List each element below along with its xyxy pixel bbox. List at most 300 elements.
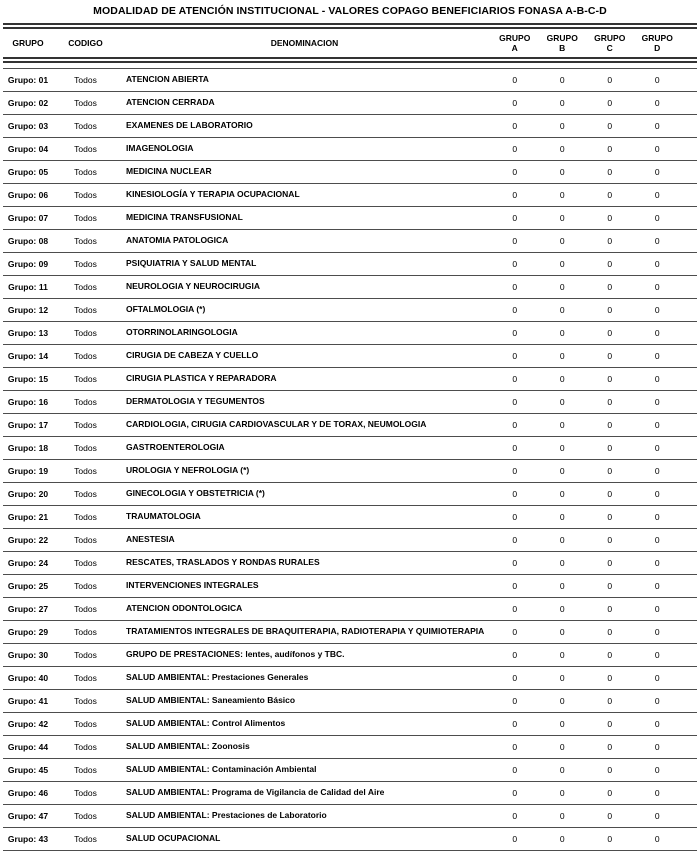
row-grupo-c-cell: 0 (586, 115, 634, 138)
row-grupo-a-cell: 0 (491, 391, 539, 414)
row-grupo-cell: Grupo: 18 (3, 437, 53, 460)
row-grupo-b-cell: 0 (539, 437, 587, 460)
row-grupo-c-cell: 0 (586, 552, 634, 575)
row-grupo-cell: Grupo: 09 (3, 253, 53, 276)
row-grupo-a-cell: 0 (491, 621, 539, 644)
table-row (3, 391, 697, 414)
row-denominacion-cell: SALUD OCUPACIONAL (118, 828, 491, 851)
row-spacer-cell (681, 483, 697, 506)
row-grupo-cell: Grupo: 14 (3, 345, 53, 368)
row-grupo-cell: Grupo: 25 (3, 575, 53, 598)
row-spacer-cell (681, 736, 697, 759)
row-spacer-cell (681, 299, 697, 322)
table-row (3, 759, 697, 782)
row-grupo-d-cell: 0 (634, 391, 682, 414)
row-codigo-cell: Todos (53, 230, 118, 253)
row-grupo-d-cell: 0 (634, 483, 682, 506)
row-denominacion-cell: MEDICINA TRANSFUSIONAL (118, 207, 491, 230)
row-grupo-cell: Grupo: 20 (3, 483, 53, 506)
row-denominacion-cell: IMAGENOLOGIA (118, 138, 491, 161)
row-grupo-c-cell: 0 (586, 253, 634, 276)
row-grupo-c-cell: 0 (586, 529, 634, 552)
row-spacer-cell (681, 414, 697, 437)
row-codigo-cell: Todos (53, 345, 118, 368)
row-grupo-c-cell: 0 (586, 161, 634, 184)
row-codigo-cell: Todos (53, 69, 118, 92)
page-title: MODALIDAD DE ATENCIÓN INSTITUCIONAL - VALORES COPAGO BENEFICIARIOS FONASA A-B-C-D (93, 5, 607, 17)
row-denominacion-cell: EXAMENES DE LABORATORIO (118, 115, 491, 138)
row-grupo-a-cell: 0 (491, 644, 539, 667)
row-grupo-b-cell: 0 (539, 667, 587, 690)
col-header-grupo-a (491, 26, 539, 60)
table-row (3, 667, 697, 690)
row-grupo-d-cell: 0 (634, 368, 682, 391)
row-grupo-b-cell: 0 (539, 598, 587, 621)
row-grupo-a-cell: 0 (491, 414, 539, 437)
row-codigo-cell: Todos (53, 207, 118, 230)
row-grupo-a-cell: 0 (491, 759, 539, 782)
table-row (3, 529, 697, 552)
row-grupo-b-cell: 0 (539, 759, 587, 782)
col-header-grupo-c-line2: C (606, 43, 613, 53)
row-grupo-b-cell: 0 (539, 276, 587, 299)
row-spacer-cell (681, 276, 697, 299)
row-spacer-cell (681, 253, 697, 276)
row-spacer-cell (681, 667, 697, 690)
row-grupo-cell: Grupo: 08 (3, 230, 53, 253)
row-grupo-c-cell: 0 (586, 69, 634, 92)
row-denominacion-cell: SALUD AMBIENTAL: Prestaciones de Laboratorio (118, 805, 491, 828)
row-grupo-b-cell: 0 (539, 391, 587, 414)
col-header-codigo: CODIGO (53, 26, 118, 60)
header-spacer-cell (3, 60, 697, 69)
row-grupo-d-cell: 0 (634, 138, 682, 161)
row-grupo-a-cell: 0 (491, 184, 539, 207)
table-header (3, 26, 697, 60)
row-grupo-cell: Grupo: 41 (3, 690, 53, 713)
row-denominacion-cell: ATENCION CERRADA (118, 92, 491, 115)
row-grupo-d-cell: 0 (634, 345, 682, 368)
row-grupo-a-cell: 0 (491, 322, 539, 345)
row-grupo-b-cell: 0 (539, 782, 587, 805)
row-grupo-c-cell: 0 (586, 368, 634, 391)
row-grupo-b-cell: 0 (539, 552, 587, 575)
table-row (3, 483, 697, 506)
row-grupo-cell: Grupo: 24 (3, 552, 53, 575)
row-codigo-cell: Todos (53, 828, 118, 851)
copago-table (3, 23, 697, 851)
row-denominacion-cell: SALUD AMBIENTAL: Programa de Vigilancia de Calidad del Aire (118, 782, 491, 805)
row-grupo-a-cell: 0 (491, 299, 539, 322)
row-grupo-b-cell: 0 (539, 345, 587, 368)
row-grupo-c-cell: 0 (586, 437, 634, 460)
row-grupo-a-cell: 0 (491, 575, 539, 598)
row-grupo-cell: Grupo: 30 (3, 644, 53, 667)
row-codigo-cell: Todos (53, 138, 118, 161)
row-grupo-b-cell: 0 (539, 184, 587, 207)
row-spacer-cell (681, 115, 697, 138)
row-grupo-a-cell: 0 (491, 230, 539, 253)
row-grupo-c-cell: 0 (586, 575, 634, 598)
row-denominacion-cell: SALUD AMBIENTAL: Zoonosis (118, 736, 491, 759)
row-codigo-cell: Todos (53, 322, 118, 345)
row-grupo-a-cell: 0 (491, 506, 539, 529)
row-grupo-cell: Grupo: 17 (3, 414, 53, 437)
row-spacer-cell (681, 759, 697, 782)
row-spacer-cell (681, 690, 697, 713)
row-grupo-a-cell: 0 (491, 782, 539, 805)
row-grupo-a-cell: 0 (491, 805, 539, 828)
row-grupo-a-cell: 0 (491, 161, 539, 184)
row-grupo-d-cell: 0 (634, 92, 682, 115)
row-grupo-d-cell: 0 (634, 575, 682, 598)
row-grupo-c-cell: 0 (586, 828, 634, 851)
row-denominacion-cell: RESCATES, TRASLADOS Y RONDAS RURALES (118, 552, 491, 575)
row-grupo-d-cell: 0 (634, 322, 682, 345)
row-grupo-a-cell: 0 (491, 345, 539, 368)
row-spacer-cell (681, 184, 697, 207)
row-codigo-cell: Todos (53, 529, 118, 552)
row-denominacion-cell: MEDICINA NUCLEAR (118, 161, 491, 184)
row-denominacion-cell: SALUD AMBIENTAL: Saneamiento Básico (118, 690, 491, 713)
col-header-grupo-c (586, 26, 634, 60)
table-row (3, 69, 697, 92)
row-grupo-d-cell: 0 (634, 552, 682, 575)
row-codigo-cell: Todos (53, 598, 118, 621)
row-codigo-cell: Todos (53, 667, 118, 690)
row-grupo-b-cell: 0 (539, 529, 587, 552)
row-grupo-cell: Grupo: 43 (3, 828, 53, 851)
table-row (3, 184, 697, 207)
row-spacer-cell (681, 713, 697, 736)
row-grupo-d-cell: 0 (634, 207, 682, 230)
row-denominacion-cell: KINESIOLOGÍA Y TERAPIA OCUPACIONAL (118, 184, 491, 207)
row-grupo-d-cell: 0 (634, 184, 682, 207)
row-grupo-a-cell: 0 (491, 598, 539, 621)
row-spacer-cell (681, 575, 697, 598)
row-codigo-cell: Todos (53, 276, 118, 299)
row-grupo-d-cell: 0 (634, 529, 682, 552)
col-header-grupo-d-line1: GRUPO (641, 33, 673, 43)
col-header-grupo: GRUPO (3, 26, 53, 60)
row-grupo-a-cell: 0 (491, 368, 539, 391)
row-denominacion-cell: GASTROENTEROLOGIA (118, 437, 491, 460)
row-grupo-d-cell: 0 (634, 460, 682, 483)
row-grupo-cell: Grupo: 03 (3, 115, 53, 138)
row-spacer-cell (681, 529, 697, 552)
col-header-grupo-d (634, 26, 682, 60)
row-codigo-cell: Todos (53, 690, 118, 713)
row-grupo-cell: Grupo: 27 (3, 598, 53, 621)
col-header-grupo-b-line1: GRUPO (546, 33, 578, 43)
row-grupo-c-cell: 0 (586, 230, 634, 253)
row-grupo-d-cell: 0 (634, 805, 682, 828)
table-row (3, 460, 697, 483)
row-codigo-cell: Todos (53, 621, 118, 644)
row-spacer-cell (681, 782, 697, 805)
row-denominacion-cell: CIRUGIA PLASTICA Y REPARADORA (118, 368, 491, 391)
row-grupo-d-cell: 0 (634, 736, 682, 759)
row-grupo-d-cell: 0 (634, 161, 682, 184)
row-codigo-cell: Todos (53, 368, 118, 391)
row-grupo-d-cell: 0 (634, 690, 682, 713)
row-grupo-c-cell: 0 (586, 92, 634, 115)
row-grupo-cell: Grupo: 02 (3, 92, 53, 115)
row-grupo-c-cell: 0 (586, 184, 634, 207)
row-grupo-c-cell: 0 (586, 506, 634, 529)
row-grupo-cell: Grupo: 47 (3, 805, 53, 828)
row-codigo-cell: Todos (53, 92, 118, 115)
row-grupo-c-cell: 0 (586, 414, 634, 437)
row-spacer-cell (681, 437, 697, 460)
table-row (3, 805, 697, 828)
row-grupo-c-cell: 0 (586, 138, 634, 161)
col-header-grupo-a-line2: A (511, 43, 518, 53)
row-grupo-b-cell: 0 (539, 828, 587, 851)
row-spacer-cell (681, 644, 697, 667)
row-grupo-c-cell: 0 (586, 736, 634, 759)
row-grupo-b-cell: 0 (539, 736, 587, 759)
row-grupo-a-cell: 0 (491, 276, 539, 299)
row-grupo-cell: Grupo: 46 (3, 782, 53, 805)
table-row (3, 207, 697, 230)
row-codigo-cell: Todos (53, 483, 118, 506)
table-row (3, 138, 697, 161)
row-grupo-d-cell: 0 (634, 598, 682, 621)
row-grupo-a-cell: 0 (491, 115, 539, 138)
table-row (3, 621, 697, 644)
row-grupo-a-cell: 0 (491, 207, 539, 230)
row-grupo-c-cell: 0 (586, 805, 634, 828)
row-grupo-cell: Grupo: 16 (3, 391, 53, 414)
row-codigo-cell: Todos (53, 460, 118, 483)
row-codigo-cell: Todos (53, 736, 118, 759)
row-denominacion-cell: NEUROLOGIA Y NEUROCIRUGIA (118, 276, 491, 299)
row-grupo-a-cell: 0 (491, 92, 539, 115)
row-grupo-c-cell: 0 (586, 667, 634, 690)
row-grupo-d-cell: 0 (634, 759, 682, 782)
row-grupo-d-cell: 0 (634, 667, 682, 690)
row-grupo-a-cell: 0 (491, 667, 539, 690)
table-row (3, 368, 697, 391)
row-codigo-cell: Todos (53, 713, 118, 736)
row-denominacion-cell: SALUD AMBIENTAL: Contaminación Ambiental (118, 759, 491, 782)
row-codigo-cell: Todos (53, 253, 118, 276)
row-grupo-b-cell: 0 (539, 621, 587, 644)
row-grupo-a-cell: 0 (491, 736, 539, 759)
row-grupo-a-cell: 0 (491, 138, 539, 161)
table-row (3, 345, 697, 368)
row-grupo-b-cell: 0 (539, 460, 587, 483)
row-grupo-cell: Grupo: 11 (3, 276, 53, 299)
row-grupo-b-cell: 0 (539, 115, 587, 138)
row-grupo-c-cell: 0 (586, 621, 634, 644)
row-grupo-c-cell: 0 (586, 207, 634, 230)
row-grupo-b-cell: 0 (539, 690, 587, 713)
row-grupo-d-cell: 0 (634, 782, 682, 805)
row-denominacion-cell: CARDIOLOGIA, CIRUGIA CARDIOVASCULAR Y DE TORAX, NEUMOLOGIA (118, 414, 491, 437)
table-row (3, 92, 697, 115)
row-grupo-c-cell: 0 (586, 713, 634, 736)
table-row (3, 161, 697, 184)
row-grupo-b-cell: 0 (539, 644, 587, 667)
row-grupo-cell: Grupo: 21 (3, 506, 53, 529)
table-row (3, 736, 697, 759)
table-row (3, 690, 697, 713)
header-spacer-row (3, 60, 697, 69)
row-grupo-c-cell: 0 (586, 483, 634, 506)
row-denominacion-cell: INTERVENCIONES INTEGRALES (118, 575, 491, 598)
row-spacer-cell (681, 805, 697, 828)
row-denominacion-cell: ATENCION ODONTOLOGICA (118, 598, 491, 621)
row-grupo-b-cell: 0 (539, 92, 587, 115)
row-grupo-cell: Grupo: 06 (3, 184, 53, 207)
table-row (3, 575, 697, 598)
row-codigo-cell: Todos (53, 184, 118, 207)
col-header-grupo-b-line2: B (559, 43, 566, 53)
row-grupo-d-cell: 0 (634, 506, 682, 529)
row-grupo-b-cell: 0 (539, 506, 587, 529)
row-grupo-b-cell: 0 (539, 713, 587, 736)
row-grupo-cell: Grupo: 29 (3, 621, 53, 644)
row-grupo-a-cell: 0 (491, 713, 539, 736)
row-grupo-cell: Grupo: 15 (3, 368, 53, 391)
row-grupo-c-cell: 0 (586, 276, 634, 299)
table-row (3, 276, 697, 299)
row-grupo-d-cell: 0 (634, 644, 682, 667)
row-denominacion-cell: UROLOGIA Y NEFROLOGIA (*) (118, 460, 491, 483)
row-grupo-a-cell: 0 (491, 552, 539, 575)
table-row (3, 230, 697, 253)
row-denominacion-cell: ANESTESIA (118, 529, 491, 552)
row-spacer-cell (681, 69, 697, 92)
row-grupo-d-cell: 0 (634, 253, 682, 276)
table-row (3, 414, 697, 437)
row-grupo-d-cell: 0 (634, 276, 682, 299)
row-grupo-c-cell: 0 (586, 299, 634, 322)
row-grupo-c-cell: 0 (586, 598, 634, 621)
row-grupo-cell: Grupo: 07 (3, 207, 53, 230)
row-grupo-b-cell: 0 (539, 414, 587, 437)
col-header-grupo-d-line2: D (654, 43, 661, 53)
row-grupo-a-cell: 0 (491, 483, 539, 506)
row-grupo-c-cell: 0 (586, 690, 634, 713)
row-grupo-b-cell: 0 (539, 253, 587, 276)
row-grupo-d-cell: 0 (634, 828, 682, 851)
row-grupo-cell: Grupo: 40 (3, 667, 53, 690)
table-row (3, 552, 697, 575)
row-grupo-b-cell: 0 (539, 230, 587, 253)
row-grupo-b-cell: 0 (539, 69, 587, 92)
table-row (3, 828, 697, 851)
row-grupo-a-cell: 0 (491, 529, 539, 552)
row-grupo-c-cell: 0 (586, 322, 634, 345)
row-codigo-cell: Todos (53, 644, 118, 667)
row-denominacion-cell: OTORRINOLARINGOLOGIA (118, 322, 491, 345)
row-spacer-cell (681, 828, 697, 851)
row-spacer-cell (681, 207, 697, 230)
row-spacer-cell (681, 345, 697, 368)
row-grupo-cell: Grupo: 42 (3, 713, 53, 736)
row-codigo-cell: Todos (53, 805, 118, 828)
table-row (3, 253, 697, 276)
row-grupo-b-cell: 0 (539, 368, 587, 391)
row-denominacion-cell: SALUD AMBIENTAL: Prestaciones Generales (118, 667, 491, 690)
row-grupo-cell: Grupo: 05 (3, 161, 53, 184)
row-grupo-c-cell: 0 (586, 759, 634, 782)
row-codigo-cell: Todos (53, 161, 118, 184)
row-grupo-b-cell: 0 (539, 322, 587, 345)
row-grupo-a-cell: 0 (491, 690, 539, 713)
table-row (3, 782, 697, 805)
row-grupo-d-cell: 0 (634, 414, 682, 437)
row-spacer-cell (681, 598, 697, 621)
row-codigo-cell: Todos (53, 759, 118, 782)
row-grupo-c-cell: 0 (586, 460, 634, 483)
row-codigo-cell: Todos (53, 437, 118, 460)
row-grupo-b-cell: 0 (539, 483, 587, 506)
row-grupo-c-cell: 0 (586, 782, 634, 805)
row-spacer-cell (681, 230, 697, 253)
table-row (3, 299, 697, 322)
row-denominacion-cell: SALUD AMBIENTAL: Control Alimentos (118, 713, 491, 736)
row-grupo-b-cell: 0 (539, 138, 587, 161)
row-grupo-a-cell: 0 (491, 460, 539, 483)
row-spacer-cell (681, 552, 697, 575)
row-spacer-cell (681, 138, 697, 161)
row-grupo-cell: Grupo: 22 (3, 529, 53, 552)
row-spacer-cell (681, 161, 697, 184)
row-grupo-b-cell: 0 (539, 207, 587, 230)
row-codigo-cell: Todos (53, 115, 118, 138)
row-grupo-cell: Grupo: 04 (3, 138, 53, 161)
row-denominacion-cell: GRUPO DE PRESTACIONES: lentes, audífonos y TBC. (118, 644, 491, 667)
col-header-spacer (681, 26, 697, 60)
row-spacer-cell (681, 92, 697, 115)
row-codigo-cell: Todos (53, 575, 118, 598)
row-grupo-cell: Grupo: 19 (3, 460, 53, 483)
table-row (3, 322, 697, 345)
row-grupo-d-cell: 0 (634, 713, 682, 736)
row-denominacion-cell: PSIQUIATRIA Y SALUD MENTAL (118, 253, 491, 276)
row-codigo-cell: Todos (53, 782, 118, 805)
row-grupo-cell: Grupo: 13 (3, 322, 53, 345)
row-grupo-cell: Grupo: 45 (3, 759, 53, 782)
row-grupo-a-cell: 0 (491, 437, 539, 460)
row-grupo-c-cell: 0 (586, 345, 634, 368)
row-denominacion-cell: TRAUMATOLOGIA (118, 506, 491, 529)
col-header-grupo-b (539, 26, 587, 60)
row-grupo-b-cell: 0 (539, 161, 587, 184)
row-grupo-b-cell: 0 (539, 299, 587, 322)
row-codigo-cell: Todos (53, 506, 118, 529)
table-row (3, 506, 697, 529)
header-row (3, 26, 697, 60)
row-grupo-d-cell: 0 (634, 115, 682, 138)
row-grupo-d-cell: 0 (634, 437, 682, 460)
table-row (3, 115, 697, 138)
col-header-denominacion: DENOMINACION (118, 26, 491, 60)
row-grupo-d-cell: 0 (634, 299, 682, 322)
row-codigo-cell: Todos (53, 299, 118, 322)
row-grupo-b-cell: 0 (539, 805, 587, 828)
row-grupo-cell: Grupo: 44 (3, 736, 53, 759)
row-grupo-cell: Grupo: 01 (3, 69, 53, 92)
row-denominacion-cell: GINECOLOGIA Y OBSTETRICIA (*) (118, 483, 491, 506)
table-row (3, 644, 697, 667)
table-row (3, 598, 697, 621)
table-body (3, 60, 697, 851)
